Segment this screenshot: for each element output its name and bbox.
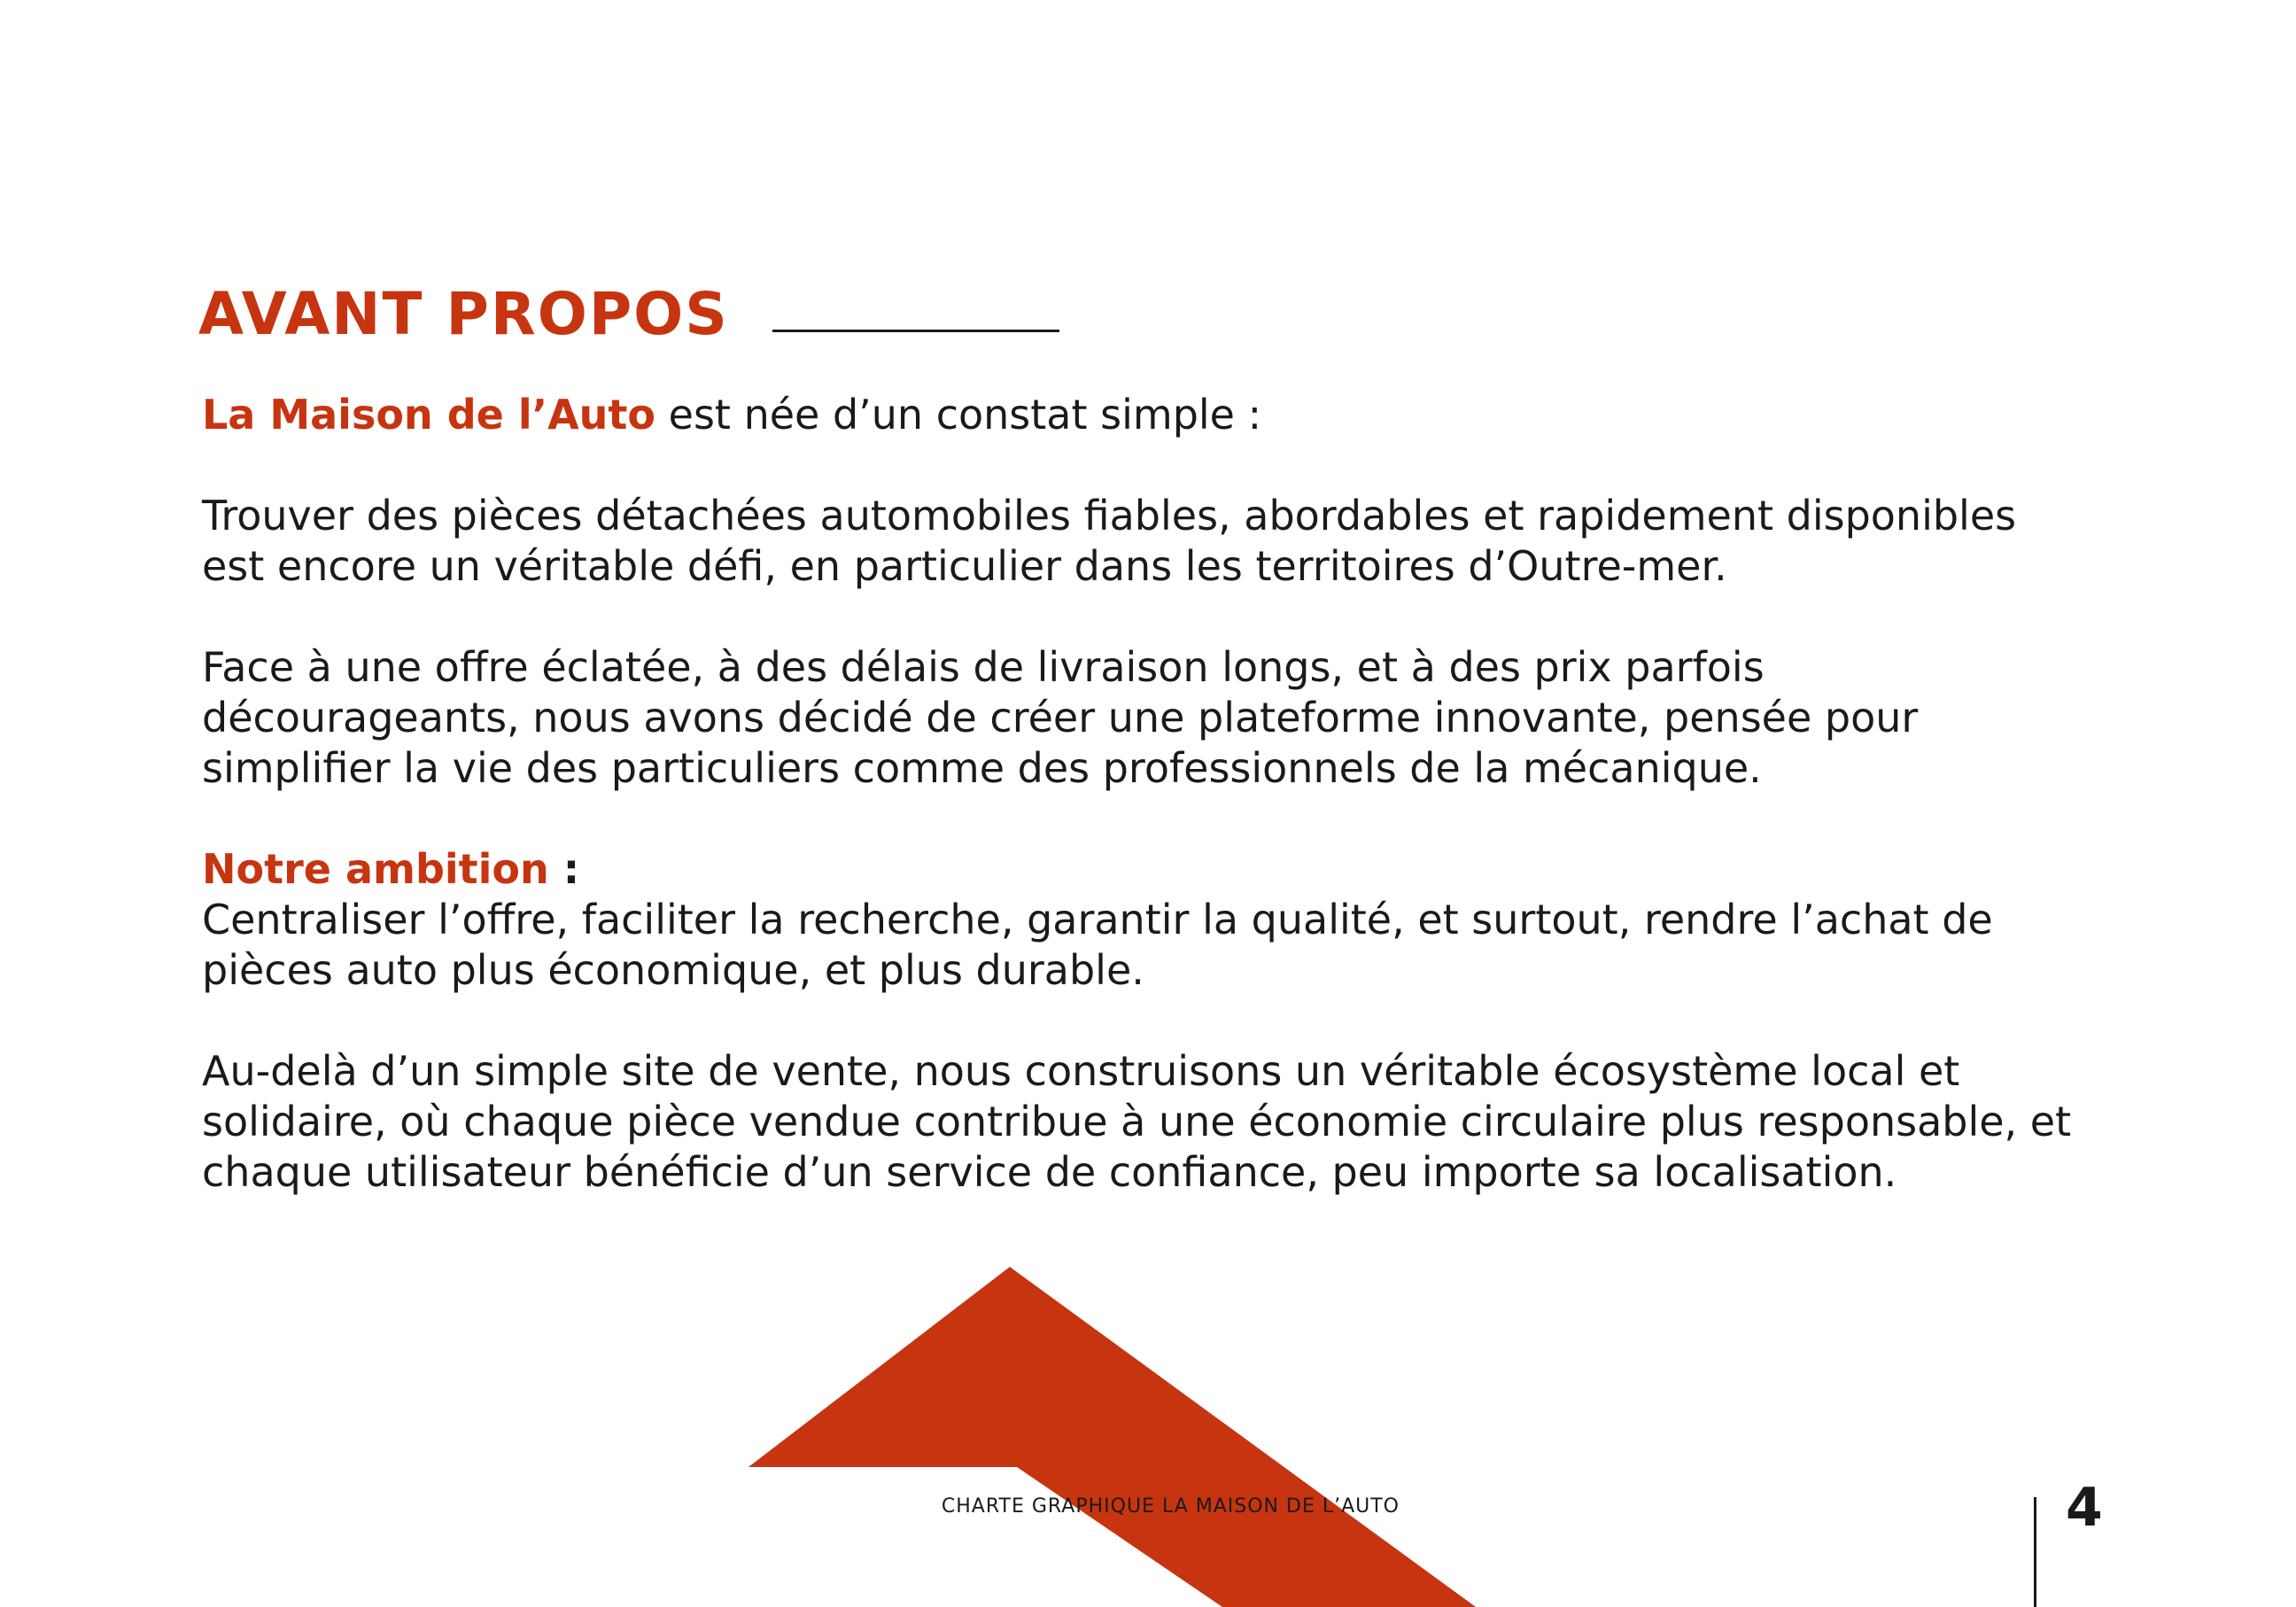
footer-divider <box>2034 1497 2036 1607</box>
section-title: AVANT PROPOS <box>198 280 729 348</box>
ambition-label: Notre ambition <box>202 845 549 893</box>
paragraph-2: Face à une offre éclatée, à des délais de livraison longs, et à des prix parfois décourageants, nous avons décidé de créer une plateforme innovante, pensée pour simplifier la vie des particuliers comme des professionnels de la mécanique. <box>202 643 1919 792</box>
ambition-colon: : <box>548 845 580 893</box>
arrow-chevron-shape <box>749 1267 1476 1607</box>
ambition-paragraph: Centraliser l’offre, faciliter la recherche, garantir la qualité, et surtout, rendre l’achat de pièces auto plus économique, et plus durable. <box>202 896 1993 994</box>
intro-text: est née d’un constat simple : <box>655 391 1262 439</box>
brand-name: La Maison de l’Auto <box>202 391 656 439</box>
footer-label: CHARTE GRAPHIQUE LA MAISON DE L’AUTO <box>941 1495 1400 1518</box>
page-number: 4 <box>2066 1477 2103 1539</box>
paragraph-1: Trouver des pièces détachées automobiles fiables, abordables et rapidement disponibles est encore un véritable défi, en particulier dans les territoires d’Outre-mer. <box>202 492 2017 590</box>
paragraph-4: Au-delà d’un simple site de vente, nous construisons un véritable écosystème local et solidaire, où chaque pièce vendue contribue à une économie circulaire plus responsable, et chaque utilisateur bénéficie d’un service de confiance, peu importe sa localisation. <box>202 1047 2072 1196</box>
